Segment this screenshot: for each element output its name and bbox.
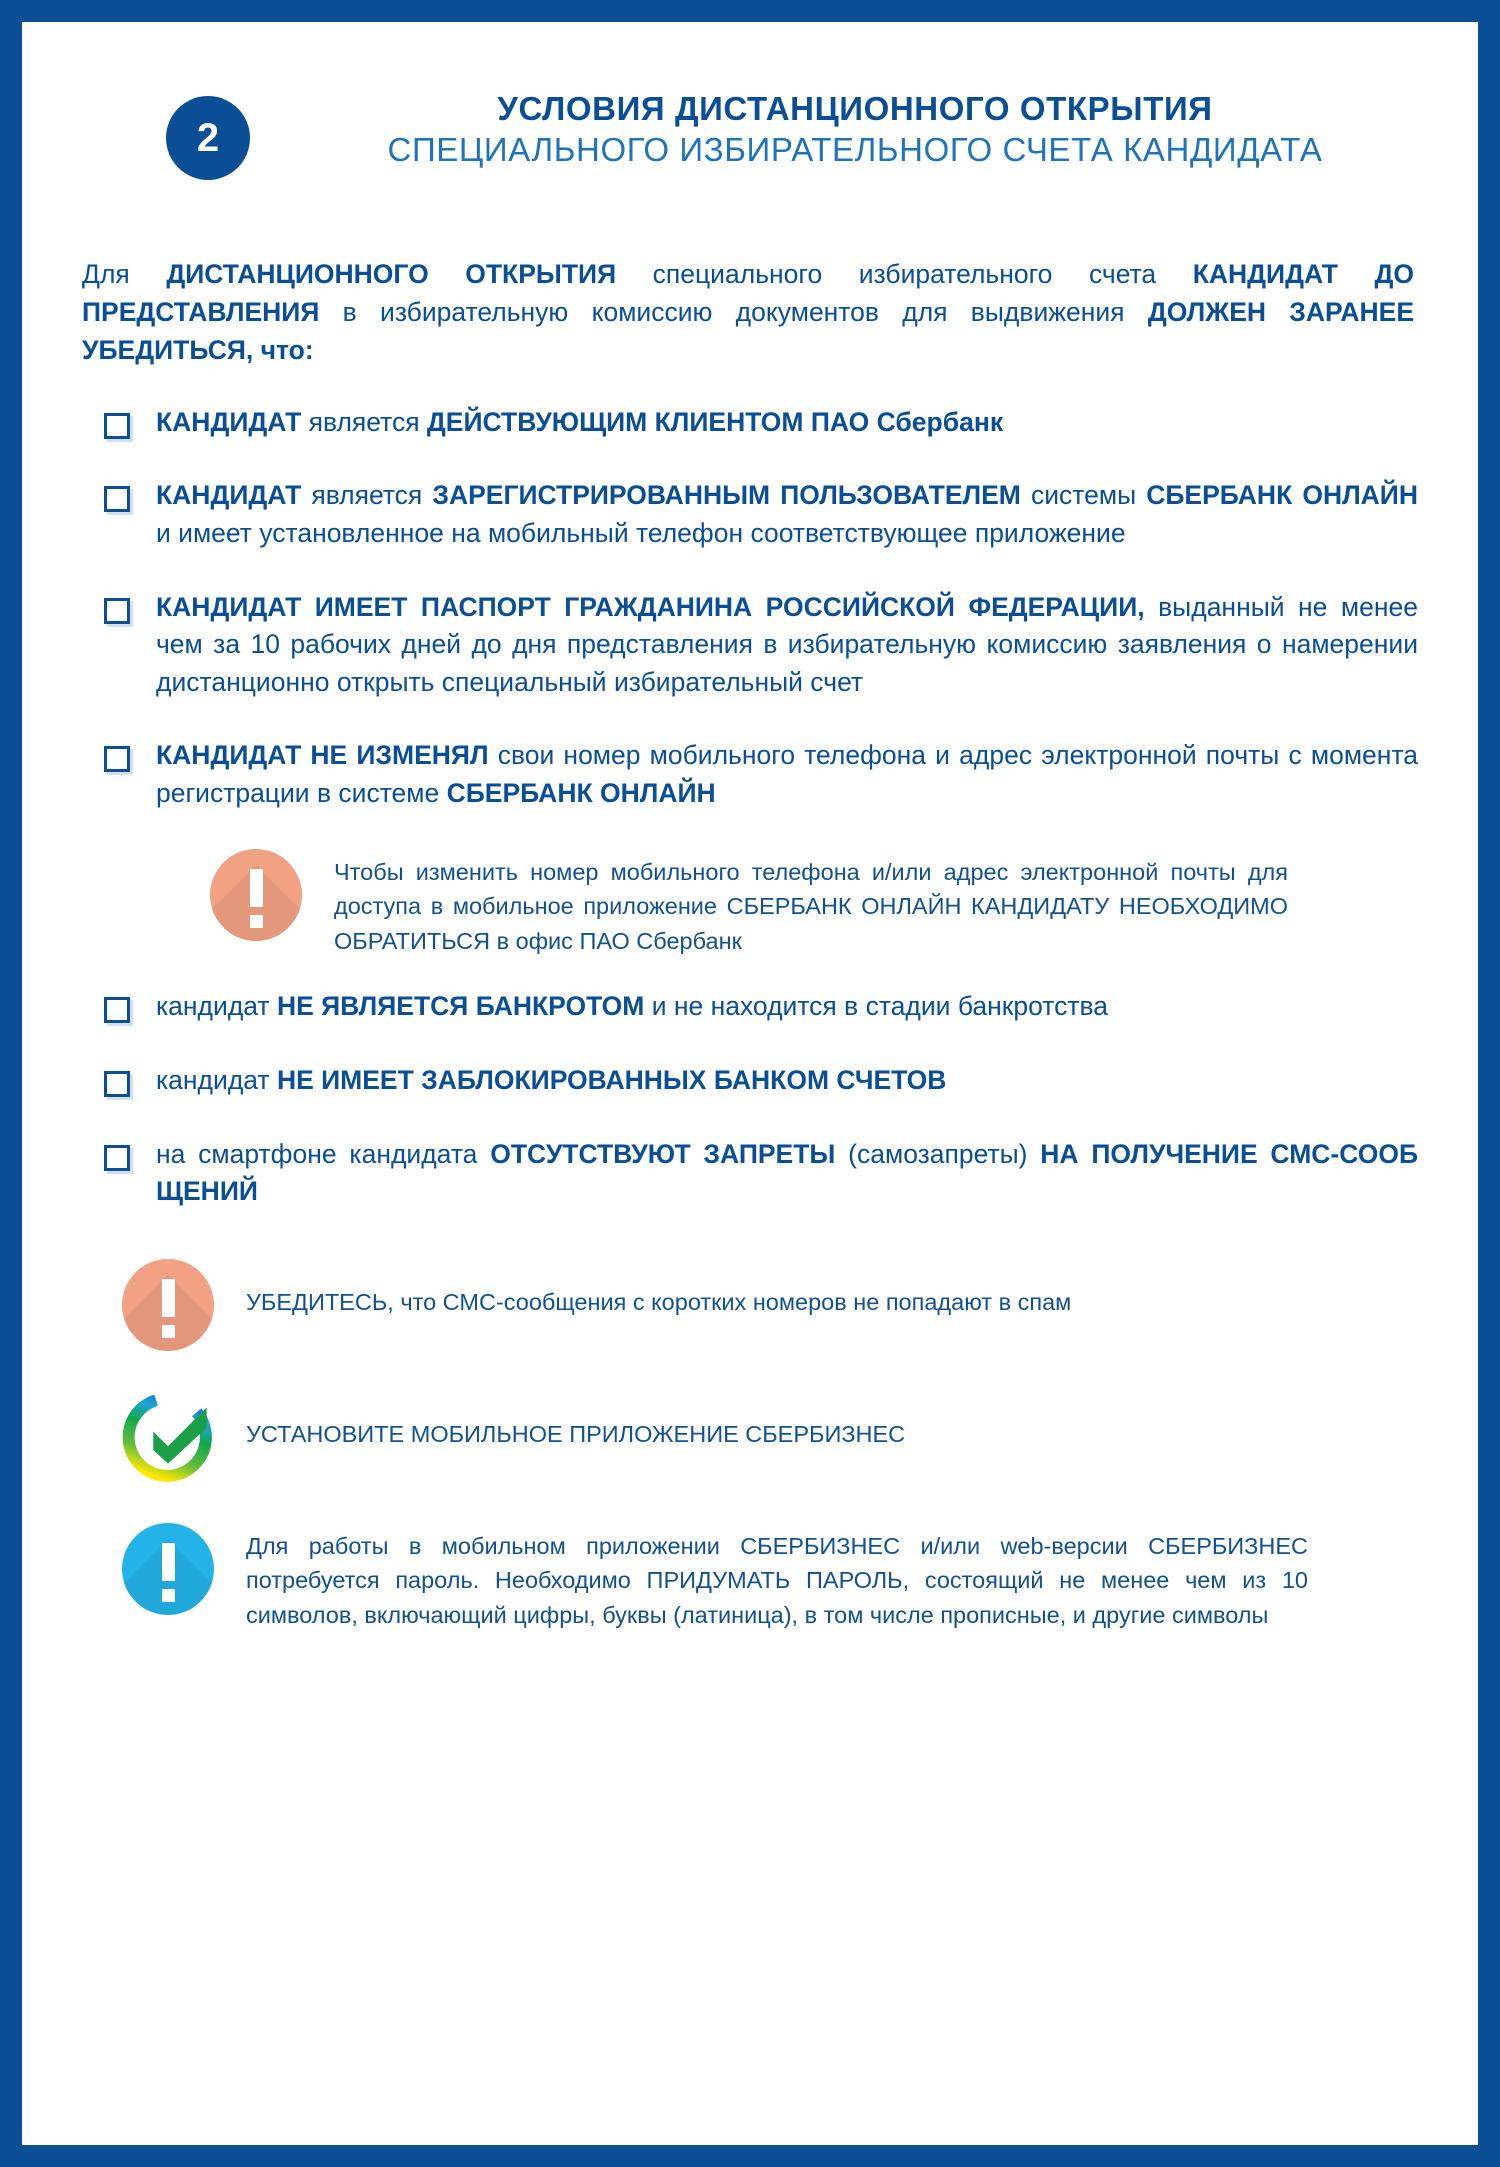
text-plain: является bbox=[301, 480, 433, 511]
checkbox-icon[interactable] bbox=[104, 1145, 130, 1171]
callout-change-contacts bbox=[82, 849, 1418, 959]
intro-text-b: специального избирательного счета bbox=[616, 259, 1193, 289]
text-bold: НА ПОЛУЧЕНИЕ СМС-СООБ ЩЕНИЙ bbox=[156, 1138, 1418, 1207]
callout-text: УСТАНОВИТЕ МОБИЛЬНОЕ ПРИЛОЖЕНИЕ СБЕРБИЗНЕС bbox=[246, 1420, 906, 1447]
text-emphasis: УБЕДИТЕСЬ, bbox=[246, 1288, 394, 1315]
exclamation-circle-icon bbox=[210, 849, 302, 941]
checklist-item-label bbox=[156, 737, 1418, 812]
checklist-item-no-sms-bans[interactable] bbox=[82, 1136, 1418, 1211]
checkbox-icon[interactable] bbox=[104, 598, 130, 624]
requirements-checklist bbox=[82, 404, 1418, 1211]
checkbox-icon[interactable] bbox=[104, 997, 130, 1023]
callout-spam-check bbox=[82, 1259, 1418, 1351]
text-plain: и/или web-версии bbox=[900, 1532, 1149, 1559]
page-content bbox=[22, 22, 1478, 2145]
checkbox-icon[interactable] bbox=[104, 486, 130, 512]
page-title-line-1: УСЛОВИЯ ДИСТАНЦИОННОГО ОТКРЫТИЯ bbox=[497, 90, 1213, 127]
checklist-item-passport[interactable] bbox=[82, 589, 1418, 702]
text-plain: и не находится в стадии банкротства bbox=[644, 991, 1109, 1022]
text-bold: СБЕРБАНК ОНЛАЙН bbox=[446, 778, 716, 809]
intro-text-a: Для bbox=[82, 259, 167, 289]
checklist-item-unchanged-contacts[interactable] bbox=[82, 737, 1418, 812]
text-plain: свои номер мобильного телефона и адрес электронной почты с момента регистрации в системе bbox=[156, 740, 1418, 809]
text-bold: КАНДИДАТ НЕ ИЗМЕНЯЛ bbox=[156, 740, 489, 771]
checklist-item-no-blocked-accounts[interactable] bbox=[82, 1062, 1418, 1100]
intro-bold-2: КАНДИДАТ ДО ПРЕДСТАВЛЕНИЯ bbox=[82, 259, 1415, 327]
text-bold: ДЕЙСТВУЮЩИМ КЛИЕНТОМ ПАО Сбербанк bbox=[426, 406, 1004, 437]
section-number-badge: 2 bbox=[166, 96, 250, 180]
checklist-item-label bbox=[156, 404, 1418, 442]
text-plain: что СМС-сообщения с коротких номеров не попадают в спам bbox=[393, 1288, 1072, 1315]
intro-paragraph bbox=[82, 256, 1418, 370]
text-plain: потребуется пароль. Необходимо bbox=[246, 1567, 647, 1594]
text-plain: является bbox=[301, 406, 427, 437]
text-plain: Чтобы изменить номер мобильного телефона и/или адрес электронной почты для доступа в мобильное приложение bbox=[334, 858, 1288, 920]
text-plain: и имеет установленное на мобильный телефон соответствующее приложение bbox=[156, 517, 1126, 548]
text-bold: КАНДИДАТ bbox=[156, 480, 302, 511]
text-bold: КАНДИДАТ bbox=[156, 406, 302, 437]
text-plain: в офис ПАО Сбербанк bbox=[490, 927, 742, 954]
exclamation-circle-icon bbox=[122, 1523, 214, 1615]
intro-bold-3: ДОЛЖЕН ЗАРАНЕЕ УБЕДИТЬСЯ, что: bbox=[82, 296, 1414, 365]
callout-text bbox=[246, 1523, 1418, 1633]
checkbox-icon[interactable] bbox=[104, 1071, 130, 1097]
callout-text bbox=[334, 849, 1418, 959]
text-plain: (самозапреты) bbox=[835, 1138, 1041, 1169]
text-plain: системы bbox=[1020, 480, 1147, 511]
checklist-item-label bbox=[156, 477, 1418, 552]
callout-install-app bbox=[82, 1391, 1418, 1483]
text-plain: на смартфоне кандидата bbox=[156, 1138, 491, 1169]
intro-text-c: в избирательную комиссию документов для выдвижения bbox=[319, 296, 1148, 327]
checklist-item-not-bankrupt[interactable] bbox=[82, 988, 1418, 1026]
checklist-item-active-client[interactable] bbox=[82, 404, 1418, 442]
intro-bold-1: ДИСТАНЦИОННОГО ОТКРЫТИЯ bbox=[166, 259, 617, 289]
text-plain: выданный не менее чем за 10 рабочих дней до дня представления в избирательную комиссию заявления о намерении дистанционно открыть специальный избирательный счет bbox=[156, 591, 1418, 697]
text-plain: Для работы в мобильном приложении bbox=[246, 1532, 741, 1559]
text-plain: кандидат bbox=[156, 1064, 277, 1095]
text-emphasис: СБЕРБАНК ОНЛАЙН КАНДИДАТУ НЕОБХОДИМО ОБРАТИТЬСЯ bbox=[334, 893, 1288, 954]
checklist-item-label bbox=[156, 988, 1418, 1026]
text-emphasis: СБЕРБИЗНЕС bbox=[1148, 1532, 1308, 1559]
text-plain: кандидат bbox=[156, 991, 277, 1022]
text-emphasis: СБЕРБИЗНЕС bbox=[740, 1532, 901, 1559]
checklist-item-label bbox=[156, 1062, 1418, 1100]
text-bold: КАНДИДАТ ИМЕЕТ ПАСПОРТ ГРАЖДАНИНА РОССИЙСКОЙ ФЕДЕРАЦИИ, bbox=[156, 591, 1145, 622]
page-title-line-2: СПЕЦИАЛЬНОГО ИЗБИРАТЕЛЬНОГО СЧЕТА КАНДИДАТА bbox=[387, 131, 1323, 169]
checklist-item-registered-user[interactable] bbox=[82, 477, 1418, 552]
sber-logo-icon bbox=[122, 1391, 214, 1483]
page-header bbox=[82, 70, 1418, 200]
callout-text bbox=[246, 1259, 1418, 1320]
text-bold: ОТСУТСТВУЮТ ЗАПРЕТЫ bbox=[490, 1138, 836, 1169]
exclamation-circle-icon bbox=[122, 1259, 214, 1351]
text-bold: ЗАРЕГИСТРИРОВАННЫМ ПОЛЬЗОВАТЕЛЕМ bbox=[432, 480, 1021, 511]
checkbox-icon[interactable] bbox=[104, 413, 130, 439]
text-plain: состоящий не менее чем из 10 символов, включающий цифры, буквы (латиница), в том числе прописные, и другие символы bbox=[246, 1567, 1308, 1628]
text-bold: СБЕРБАНК ОНЛАЙН bbox=[1146, 480, 1418, 511]
text-bold: НЕ ЯВЛЯЕТСЯ БАНКРОТОМ bbox=[276, 991, 645, 1022]
text-bold: НЕ ИМЕЕТ ЗАБЛОКИРОВАННЫХ БАНКОМ СЧЕТОВ bbox=[276, 1064, 947, 1095]
checklist-item-label bbox=[156, 1136, 1418, 1211]
text-emphasis: ПРИДУМАТЬ ПАРОЛЬ, bbox=[646, 1567, 910, 1594]
page-title bbox=[292, 88, 1418, 172]
callout-password bbox=[82, 1523, 1418, 1633]
checklist-item-label bbox=[156, 589, 1418, 702]
checkbox-icon[interactable] bbox=[104, 746, 130, 772]
